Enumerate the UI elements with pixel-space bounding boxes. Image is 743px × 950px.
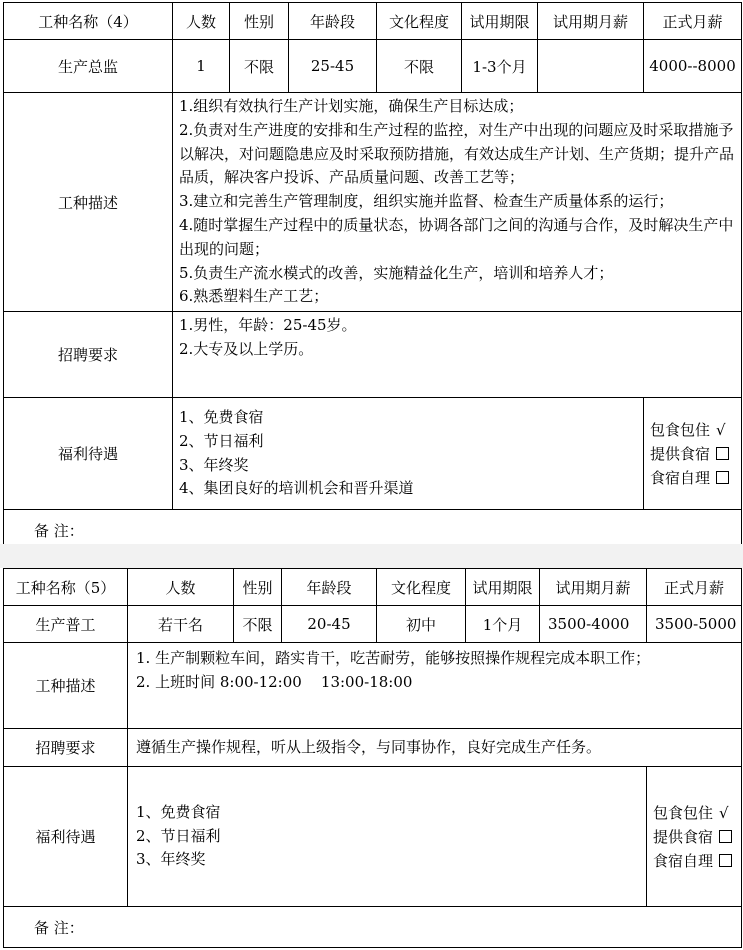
salary: 3500-5000	[647, 606, 742, 643]
option-label: 食宿自理	[650, 468, 711, 487]
job-name: 生产普工	[4, 606, 128, 643]
header-age: 年龄段	[282, 569, 377, 606]
benefits-row	[4, 398, 742, 510]
description-line: 5.负责生产流水模式的改善，实施精益化生产，培训和培养人才；	[179, 263, 614, 282]
header-age: 年龄段	[289, 3, 377, 40]
age-range: 25-45	[289, 40, 377, 93]
description-line: 2.负责对生产进度的安排和生产过程的监控，对生产中出现的问题应及时采取措施予以解决，对问题隐患应及时采取预防措施，有效达成生产计划、生产货期；提升产品品质，解决客户投诉、产品质量问题、改善工艺等；	[179, 120, 735, 187]
description-text	[173, 93, 742, 312]
probation-salary	[538, 40, 644, 93]
header-probation: 试用期限	[466, 569, 540, 606]
probation-period: 1-3个月	[462, 40, 538, 93]
requirements-label: 招聘要求	[4, 312, 173, 398]
requirement-line: 2.大专及以上学历。	[179, 339, 314, 358]
option-self-provided	[650, 466, 741, 490]
check-mark-icon: √	[716, 420, 726, 439]
check-mark-icon: √	[719, 803, 729, 822]
benefit-line: 4、集团良好的培训机会和晋升渠道	[179, 479, 414, 498]
requirements-text: 遵循生产操作规程，听从上级指令，与同事协作，良好完成生产任务。	[128, 729, 742, 767]
value-row	[4, 40, 742, 93]
gender: 不限	[234, 606, 282, 643]
description-label: 工种描述	[4, 93, 173, 312]
notes-label: 备 注：	[4, 907, 742, 948]
job-table-production-director	[3, 2, 742, 551]
description-label: 工种描述	[4, 643, 128, 729]
benefits-text	[173, 398, 644, 510]
header-probation-salary: 试用期月薪	[540, 569, 647, 606]
requirements-label: 招聘要求	[4, 729, 128, 767]
header-salary: 正式月薪	[647, 569, 742, 606]
checkbox-empty-icon	[719, 830, 732, 843]
housing-options	[644, 398, 742, 510]
benefit-line: 1、免费食宿	[136, 803, 221, 822]
option-label: 提供食宿	[650, 444, 711, 463]
checkbox-empty-icon	[716, 447, 729, 460]
option-label: 提供食宿	[653, 827, 714, 846]
option-label: 包食包住	[653, 803, 714, 822]
header-gender: 性别	[230, 3, 289, 40]
option-room-board	[653, 801, 741, 825]
description-line: 4.随时掌握生产过程中的质量状态，协调各部门之间的沟通与合作，及时解决生产中出现的问题；	[179, 215, 734, 258]
header-probation-salary: 试用期月薪	[538, 3, 644, 40]
benefits-label: 福利待遇	[4, 398, 173, 510]
description-line: 2. 上班时间 8:00-12:00 13:00-18:00	[136, 672, 413, 691]
header-row	[4, 3, 742, 40]
header-job-name: 工种名称（4）	[4, 3, 173, 40]
header-education: 文化程度	[377, 3, 462, 40]
option-label: 食宿自理	[653, 851, 714, 870]
description-line: 1. 生产制颗粒车间，踏实肯干，吃苦耐劳，能够按照操作规程完成本职工作；	[136, 649, 651, 667]
housing-options	[647, 767, 742, 907]
option-room-board	[650, 418, 741, 442]
education: 初中	[377, 606, 466, 643]
description-line: 1.组织有效执行生产计划实施，确保生产目标达成；	[179, 97, 524, 115]
benefit-line: 2、节日福利	[136, 826, 221, 845]
notes-label: 备 注：	[4, 510, 742, 551]
option-provide-room-board	[653, 825, 741, 849]
notes-row	[4, 907, 742, 948]
probation-salary: 3500-4000	[540, 606, 647, 643]
header-job-name: 工种名称（5）	[4, 569, 128, 606]
header-headcount: 人数	[173, 3, 230, 40]
description-line: 3.建立和完善生产管理制度，组织实施并监督、检查生产质量体系的运行；	[179, 192, 674, 211]
benefits-text	[128, 767, 647, 907]
benefit-line: 2、节日福利	[179, 431, 264, 450]
requirements-row	[4, 312, 742, 398]
header-education: 文化程度	[377, 569, 466, 606]
age-range: 20-45	[282, 606, 377, 643]
description-row	[4, 93, 742, 312]
benefits-label: 福利待遇	[4, 767, 128, 907]
option-self-provided	[653, 849, 741, 873]
table-separator	[0, 544, 743, 568]
checkbox-empty-icon	[716, 471, 729, 484]
education: 不限	[377, 40, 462, 93]
checkbox-empty-icon	[719, 854, 732, 867]
gender: 不限	[230, 40, 289, 93]
job-table-production-worker	[3, 568, 742, 948]
headcount: 若干名	[128, 606, 234, 643]
salary: 4000--8000	[644, 40, 742, 93]
benefit-line: 3、年终奖	[136, 850, 206, 869]
header-probation: 试用期限	[462, 3, 538, 40]
value-row	[4, 606, 742, 643]
job-name: 生产总监	[4, 40, 173, 93]
option-provide-room-board	[650, 442, 741, 466]
requirement-line: 1.男性，年龄：25-45岁。	[179, 316, 357, 335]
probation-period: 1个月	[466, 606, 540, 643]
option-label: 包食包住	[650, 420, 711, 439]
header-row	[4, 569, 742, 606]
header-gender: 性别	[234, 569, 282, 606]
headcount: 1	[173, 40, 230, 93]
description-text	[128, 643, 742, 729]
header-headcount: 人数	[128, 569, 234, 606]
benefit-line: 3、年终奖	[179, 455, 249, 474]
benefit-line: 1、免费食宿	[179, 408, 264, 427]
requirements-text	[173, 312, 742, 398]
description-row	[4, 643, 742, 729]
description-line: 6.熟悉塑料生产工艺；	[179, 287, 329, 306]
requirements-row	[4, 729, 742, 767]
header-salary: 正式月薪	[644, 3, 742, 40]
benefits-row	[4, 767, 742, 907]
